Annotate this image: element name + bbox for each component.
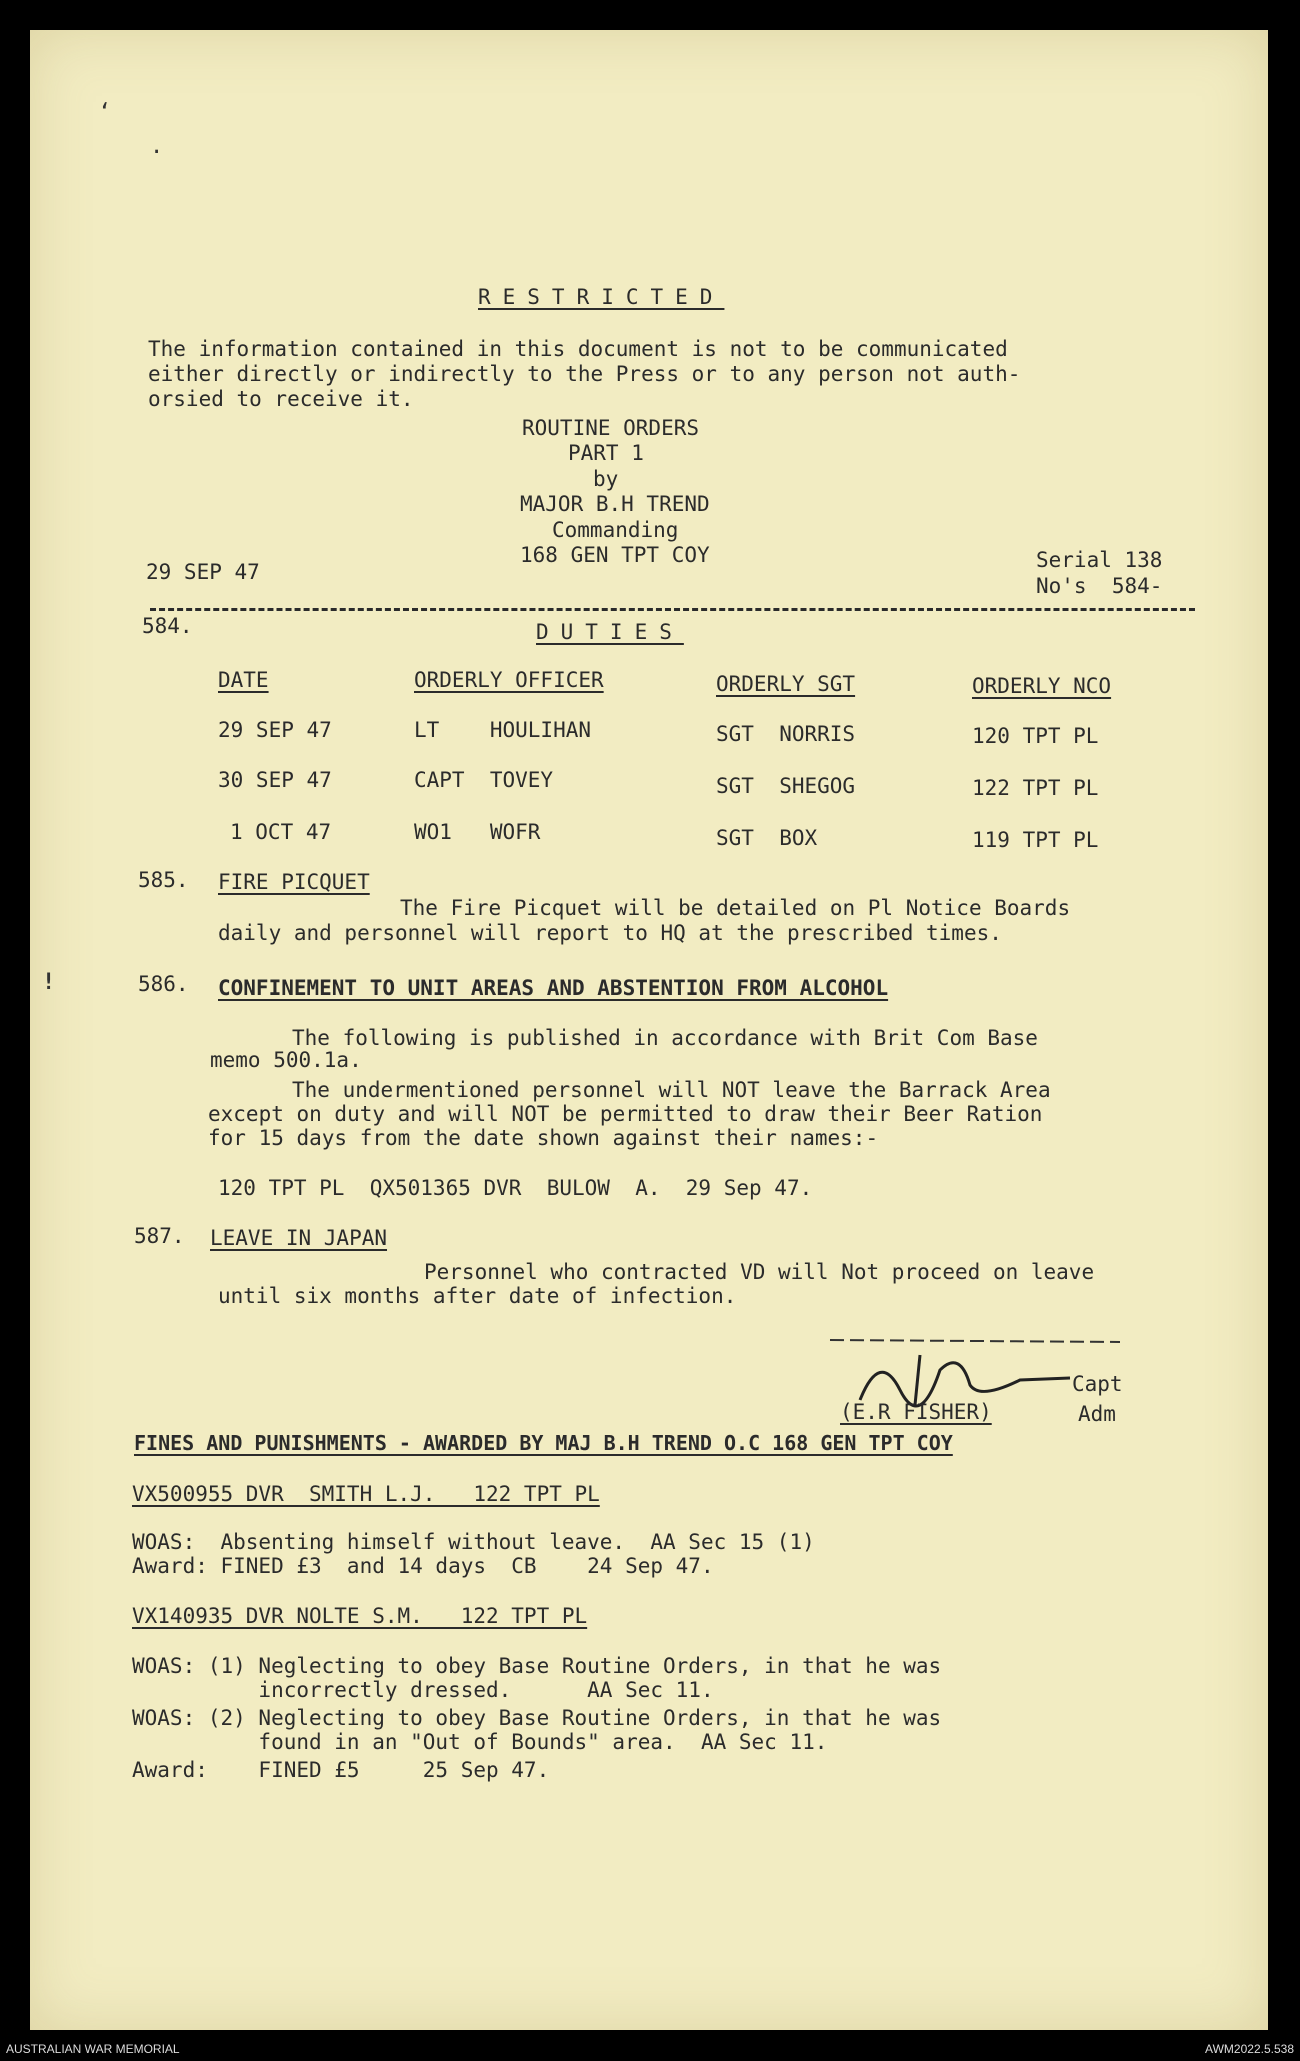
intro-line-2: either directly or indirectly to the Press or to any person not auth-: [148, 362, 1021, 386]
separator-line: [150, 608, 1195, 611]
section-number-584: 584.: [142, 614, 193, 638]
fire-picquet-title: FIRE PICQUET: [218, 870, 370, 894]
duties-cell: SGT NORRIS: [716, 722, 856, 746]
case-2-offence-2: WOAS: (2) Neglecting to obey Base Routine Orders, in that he was: [132, 1706, 942, 1730]
margin-mark: !: [42, 970, 56, 995]
case-2-offence-1-detail: incorrectly dressed. AA Sec 11.: [132, 1678, 714, 1702]
case-1-offence: WOAS: Absenting himself without leave. AA Sec 15 (1): [132, 1530, 815, 1554]
confinement-entry: 120 TPT PL QX501365 DVR BULOW A. 29 Sep 47.: [218, 1176, 813, 1200]
duties-header-officer: ORDERLY OFFICER: [414, 668, 604, 692]
signature-name: (E.R FISHER): [840, 1400, 992, 1424]
duties-cell: 30 SEP 47: [218, 768, 332, 792]
case-1-heading: VX500955 DVR SMITH L.J. 122 TPT PL: [132, 1482, 600, 1506]
section-number-586: 586.: [138, 972, 189, 996]
fire-picquet-line-1: The Fire Picquet will be detailed on Pl Notice Boards: [400, 896, 1071, 920]
confinement-line-5: for 15 days from the date shown against their names:-: [208, 1126, 879, 1150]
case-2-heading: VX140935 DVR NOLTE S.M. 122 TPT PL: [132, 1604, 588, 1628]
duties-cell: WO1 WOFR: [414, 820, 541, 844]
confinement-line-2: memo 500.1a.: [210, 1048, 362, 1072]
section-number-587: 587.: [134, 1224, 185, 1248]
duties-cell: 120 TPT PL: [972, 724, 1099, 748]
confinement-line-3: The undermentioned personnel will NOT leave the Barrack Area: [292, 1078, 1051, 1102]
intro-line-1: The information contained in this document is not to be communicated: [148, 337, 1008, 361]
duties-header-sgt: ORDERLY SGT: [716, 672, 856, 696]
leave-line-1: Personnel who contracted VD will Not proceed on leave: [424, 1260, 1095, 1284]
leave-title: LEAVE IN JAPAN: [210, 1226, 388, 1250]
duties-cell: 122 TPT PL: [972, 776, 1099, 800]
archive-reference: AWM2022.5.538: [1205, 2042, 1294, 2056]
case-2-award: Award: FINED £5 25 Sep 47.: [132, 1758, 550, 1782]
orders-commanding: Commanding: [552, 518, 679, 542]
restricted-heading: RESTRICTED: [478, 285, 725, 309]
case-2-offence-2-detail: found in an "Out of Bounds" area. AA Sec 11.: [132, 1730, 828, 1754]
duties-cell: LT HOULIHAN: [414, 718, 592, 742]
orders-by: by: [593, 467, 619, 491]
archive-footer: [0, 2036, 1300, 2061]
confinement-line-4: except on duty and will NOT be permitted to draw their Beer Ration: [208, 1102, 1043, 1126]
confinement-title: CONFINEMENT TO UNIT AREAS AND ABSTENTION FROM ALCOHOL: [218, 976, 889, 1000]
confinement-line-1: The following is published in accordance with Brit Com Base: [292, 1026, 1038, 1050]
signature-scribble: [820, 1330, 1140, 1410]
fire-picquet-line-2: daily and personnel will report to HQ at the prescribed times.: [218, 921, 1002, 945]
duties-cell: CAPT TOVEY: [414, 768, 554, 792]
duties-cell: 119 TPT PL: [972, 828, 1099, 852]
case-1-award: Award: FINED £3 and 14 days CB 24 Sep 47.: [132, 1554, 714, 1578]
leave-line-2: until six months after date of infection.: [218, 1284, 737, 1308]
orders-part: PART 1: [568, 441, 644, 465]
duties-cell: SGT SHEGOG: [716, 774, 856, 798]
orders-major: MAJOR B.H TREND: [520, 492, 710, 516]
signature-rank: Capt: [1072, 1372, 1123, 1396]
fines-heading: FINES AND PUNISHMENTS - AWARDED BY MAJ B.H TREND O.C 168 GEN TPT COY: [134, 1431, 953, 1455]
archive-name: AUSTRALIAN WAR MEMORIAL: [6, 2042, 180, 2056]
orders-unit: 168 GEN TPT COY: [520, 543, 710, 567]
order-numbers: No's 584-: [1036, 574, 1163, 598]
margin-mark: ʻ: [98, 100, 112, 125]
signature-title: Adm: [1078, 1402, 1116, 1426]
duties-header-nco: ORDERLY NCO: [972, 674, 1112, 698]
duties-cell: 29 SEP 47: [218, 718, 332, 742]
orders-title: ROUTINE ORDERS: [522, 416, 700, 440]
duties-cell: 1 OCT 47: [230, 820, 332, 844]
order-date: 29 SEP 47: [146, 560, 260, 584]
duties-heading: DUTIES: [536, 620, 684, 644]
margin-mark: ·: [150, 140, 164, 165]
duties-cell: SGT BOX: [716, 826, 818, 850]
case-2-offence-1: WOAS: (1) Neglecting to obey Base Routine Orders, in that he was: [132, 1654, 942, 1678]
serial-number: Serial 138: [1036, 548, 1163, 572]
section-number-585: 585.: [138, 868, 189, 892]
intro-line-3: orsied to receive it.: [148, 387, 414, 411]
duties-header-date: DATE: [218, 668, 269, 692]
